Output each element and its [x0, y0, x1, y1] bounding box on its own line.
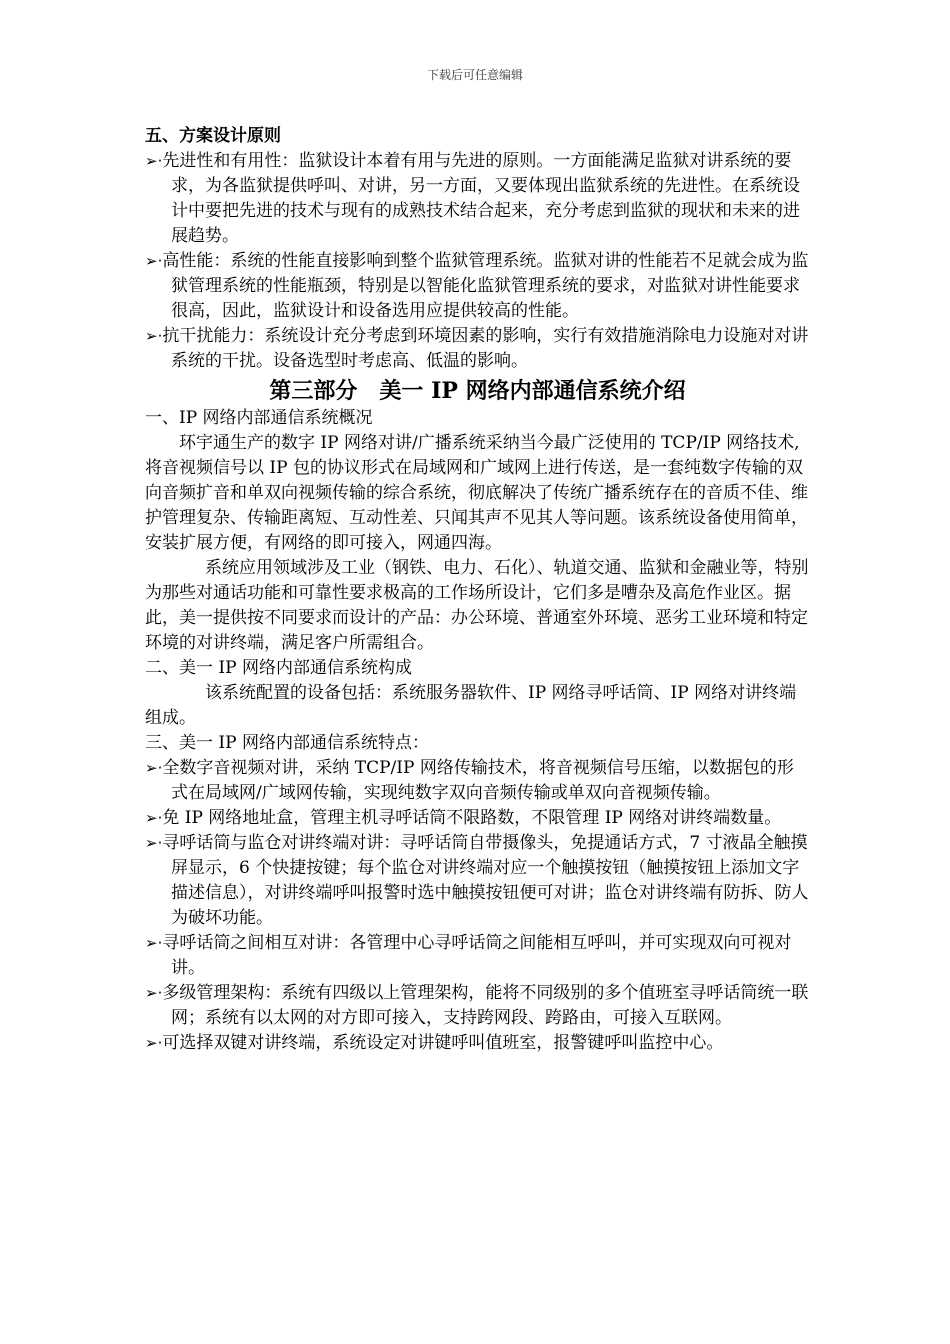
bullet-arrow-icon: ➢· [145, 934, 163, 952]
subsection-heading-features: 三、美一 IP 网络内部通信系统特点： [145, 733, 429, 753]
list-item-text: 高性能：系统的性能直接影响到整个监狱管理系统。监狱对讲的性能若不足就会成为监狱管理系统的性能瓶颈，特别是以智能化监狱管理系统的要求，对监狱对讲性能要求很高，因此，监狱设计和设备选用应提供较高的性能。 [162, 251, 809, 321]
paragraph-overview-1: 环宇通生产的数字 IP 网络对讲/广播系统采纳当今最广泛使用的 TCP/IP 网络技术,将音视频信号以 IP 包的协议形式在局域网和广域网上进行传送，是一套纯数字传输的双向音频扩音和单双向视频传输的综合系统，彻底解决了传统广播系统存在的音质不佳、维护管理复杂、传输距离短、互动性差、只闻其声不见其人等问题。该系统设备使用简单，安装扩展方便，有网络的即可接入，网通四海。 [145, 433, 808, 553]
list-item-text: 可选择双键对讲终端，系统设定对讲键呼叫值班室，报警键呼叫监控中心。 [162, 1033, 724, 1053]
list-item [145, 981, 810, 1031]
bullet-arrow-icon: ➢· [145, 327, 163, 345]
list-item [145, 831, 810, 931]
bullet-arrow-icon: ➢· [145, 809, 163, 827]
bullet-arrow-icon: ➢· [145, 834, 163, 852]
subsection-heading-overview: 一、IP 网络内部通信系统概况 [145, 408, 373, 428]
page-header-note: 下载后可任意编辑 [426, 68, 523, 82]
list-item [145, 149, 810, 249]
part-title: 第三部分 美一 IP 网络内部通信系统介绍 [269, 378, 686, 404]
paragraph-composition: 该系统配置的设备包括：系统服务器软件、IP 网络寻呼话筒、IP 网络对讲终端组成。 [145, 683, 797, 728]
paragraph-overview-2: 系统应用领域涉及工业（钢铁、电力、石化）、轨道交通、监狱和金融业等，特别为那些对通话功能和可靠性要求极高的工作场所设计，它们多是嘈杂及高危作业区。据此，美一提供按不同要求而设计的产品：办公环境、普通室外环境、恶劣工业环境和特定环境的对讲终端，满足客户所需组合。 [145, 558, 809, 653]
document-body [145, 124, 810, 1056]
bullet-arrow-icon: ➢· [145, 252, 163, 270]
list-item-text: 多级管理架构：系统有四级以上管理架构，能将不同级别的多个值班室寻呼话筒统一联网；系统有以太网的对方即可接入，支持跨网段、跨路由，可接入互联网。 [162, 983, 809, 1028]
list-item-text: 寻呼话筒与监仓对讲终端对讲：寻呼话筒自带摄像头，免提通话方式，7 寸液晶全触摸屏显示，6 个快捷按键；每个监仓对讲终端对应一个触摸按钮（触摸按钮上添加文字描述信息），对讲终端呼叫报警时选中触摸按钮便可对讲；监仓对讲终端有防拆、防人为破坏功能。 [162, 833, 809, 928]
bullet-arrow-icon: ➢· [145, 984, 163, 1002]
list-item [145, 1031, 810, 1056]
section-heading-design-principles: 五、方案设计原则 [145, 126, 281, 146]
list-item-text: 全数字音视频对讲，采纳 TCP/IP 网络传输技术，将音视频信号压缩，以数据包的形式在局域网/广域网传输，实现纯数字双向音频传输或单双向音视频传输。 [162, 758, 794, 803]
list-item [145, 249, 810, 324]
list-item-text: 寻呼话筒之间相互对讲：各管理中心寻呼话筒之间能相互呼叫，并可实现双向可视对讲。 [162, 933, 792, 978]
subsection-heading-composition: 二、美一 IP 网络内部通信系统构成 [145, 658, 412, 678]
list-item-text: 免 IP 网络地址盒，管理主机寻呼话筒不限路数，不限管理 IP 网络对讲终端数量。 [162, 808, 782, 828]
list-item-text: 先进性和有用性：监狱设计本着有用与先进的原则。一方面能满足监狱对讲系统的要求，为各监狱提供呼叫、对讲，另一方面，又要体现出监狱系统的先进性。在系统设计中要把先进的技术与现有的成熟技术结合起来，充分考虑到监狱的现状和未来的进展趋势。 [162, 151, 800, 246]
bullet-arrow-icon: ➢· [145, 1034, 163, 1052]
list-item-text: 抗干扰能力：系统设计充分考虑到环境因素的影响，实行有效措施消除电力设施对对讲系统的干扰。设备选型时考虑高、低温的影响。 [162, 326, 809, 371]
list-item [145, 806, 810, 831]
list-item [145, 324, 810, 374]
list-item [145, 756, 810, 806]
bullet-arrow-icon: ➢· [145, 152, 163, 170]
bullet-arrow-icon: ➢· [145, 759, 163, 777]
list-item [145, 931, 810, 981]
